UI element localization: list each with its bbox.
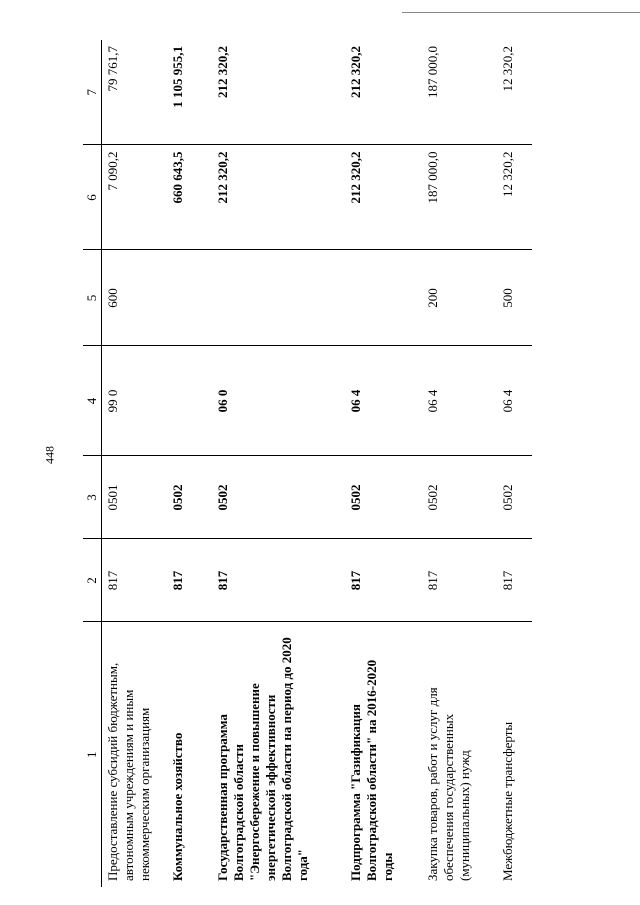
cell-section: 0502 [497, 456, 532, 539]
cell-ministry: 817 [102, 539, 168, 622]
table-row [167, 40, 212, 887]
header-col-4: 4 [83, 346, 102, 456]
cell-section: 0501 [102, 456, 168, 539]
cell-expense-type: 500 [497, 250, 532, 346]
header-col-6: 6 [83, 145, 102, 250]
header-col-5: 5 [83, 250, 102, 346]
header-col-1: 1 [83, 622, 102, 887]
table-row [212, 40, 345, 887]
cell-program: 06 4 [497, 346, 532, 456]
row-name: Предоставление субсидий бюджетным, автономным учреждениям и иным некоммерческим организациям [105, 662, 152, 881]
cell-expense-type [167, 250, 212, 346]
cell-program: 99 0 [102, 346, 168, 456]
row-name: Подпрограмма "Газификация Волгоградской области" на 2016-2020 годы [348, 659, 395, 881]
page-number: 448 [42, 446, 57, 464]
row-name: Государственная программа Волгоградской области "Энергосбережение и повышение энергетической эффективности Волгоградской области на период до 2020 года" [215, 637, 310, 881]
cell-amount-6: 187 000,0 [422, 145, 497, 250]
cell-expense-type [345, 250, 422, 346]
cell-program [167, 346, 212, 456]
header-col-3: 3 [83, 456, 102, 539]
cell-expense-type [212, 250, 345, 346]
cell-amount-7: 79 761,7 [102, 40, 168, 145]
cell-program: 06 0 [212, 346, 345, 456]
cell-program: 06 4 [422, 346, 497, 456]
cell-amount-7: 12 320,2 [497, 40, 532, 145]
rotated-table-wrapper [83, 40, 559, 887]
cell-section: 0502 [212, 456, 345, 539]
cell-ministry: 817 [212, 539, 345, 622]
cell-amount-7: 1 105 955,1 [167, 40, 212, 145]
table-row [102, 40, 168, 887]
cell-amount-6: 212 320,2 [345, 145, 422, 250]
cell-amount-6: 7 090,2 [102, 145, 168, 250]
header-col-2: 2 [83, 539, 102, 622]
table-row [345, 40, 422, 887]
cell-amount-7: 187 000,0 [422, 40, 497, 145]
cell-section: 0502 [345, 456, 422, 539]
row-name: Закупка товаров, работ и услуг для обеспечения государственных (муниципальных) нужд [425, 687, 472, 881]
cell-ministry: 817 [345, 539, 422, 622]
header-row [83, 40, 102, 887]
cell-ministry: 817 [167, 539, 212, 622]
cell-amount-6: 12 320,2 [497, 145, 532, 250]
cell-expense-type: 200 [422, 250, 497, 346]
cell-amount-6: 212 320,2 [212, 145, 345, 250]
cell-expense-type: 600 [102, 250, 168, 346]
cell-amount-6: 660 643,5 [167, 145, 212, 250]
row-name: Коммунальное хозяйство [170, 732, 185, 881]
table-row [422, 40, 497, 887]
budget-table [83, 40, 532, 887]
table-row [497, 40, 532, 887]
cell-amount-7: 212 320,2 [212, 40, 345, 145]
cell-ministry: 817 [497, 539, 532, 622]
row-name: Межбюджетные трансферты [500, 721, 515, 881]
cell-ministry: 817 [422, 539, 497, 622]
cell-section: 0502 [422, 456, 497, 539]
cell-amount-7: 212 320,2 [345, 40, 422, 145]
cell-program: 06 4 [345, 346, 422, 456]
cell-section: 0502 [167, 456, 212, 539]
header-col-7: 7 [83, 40, 102, 145]
